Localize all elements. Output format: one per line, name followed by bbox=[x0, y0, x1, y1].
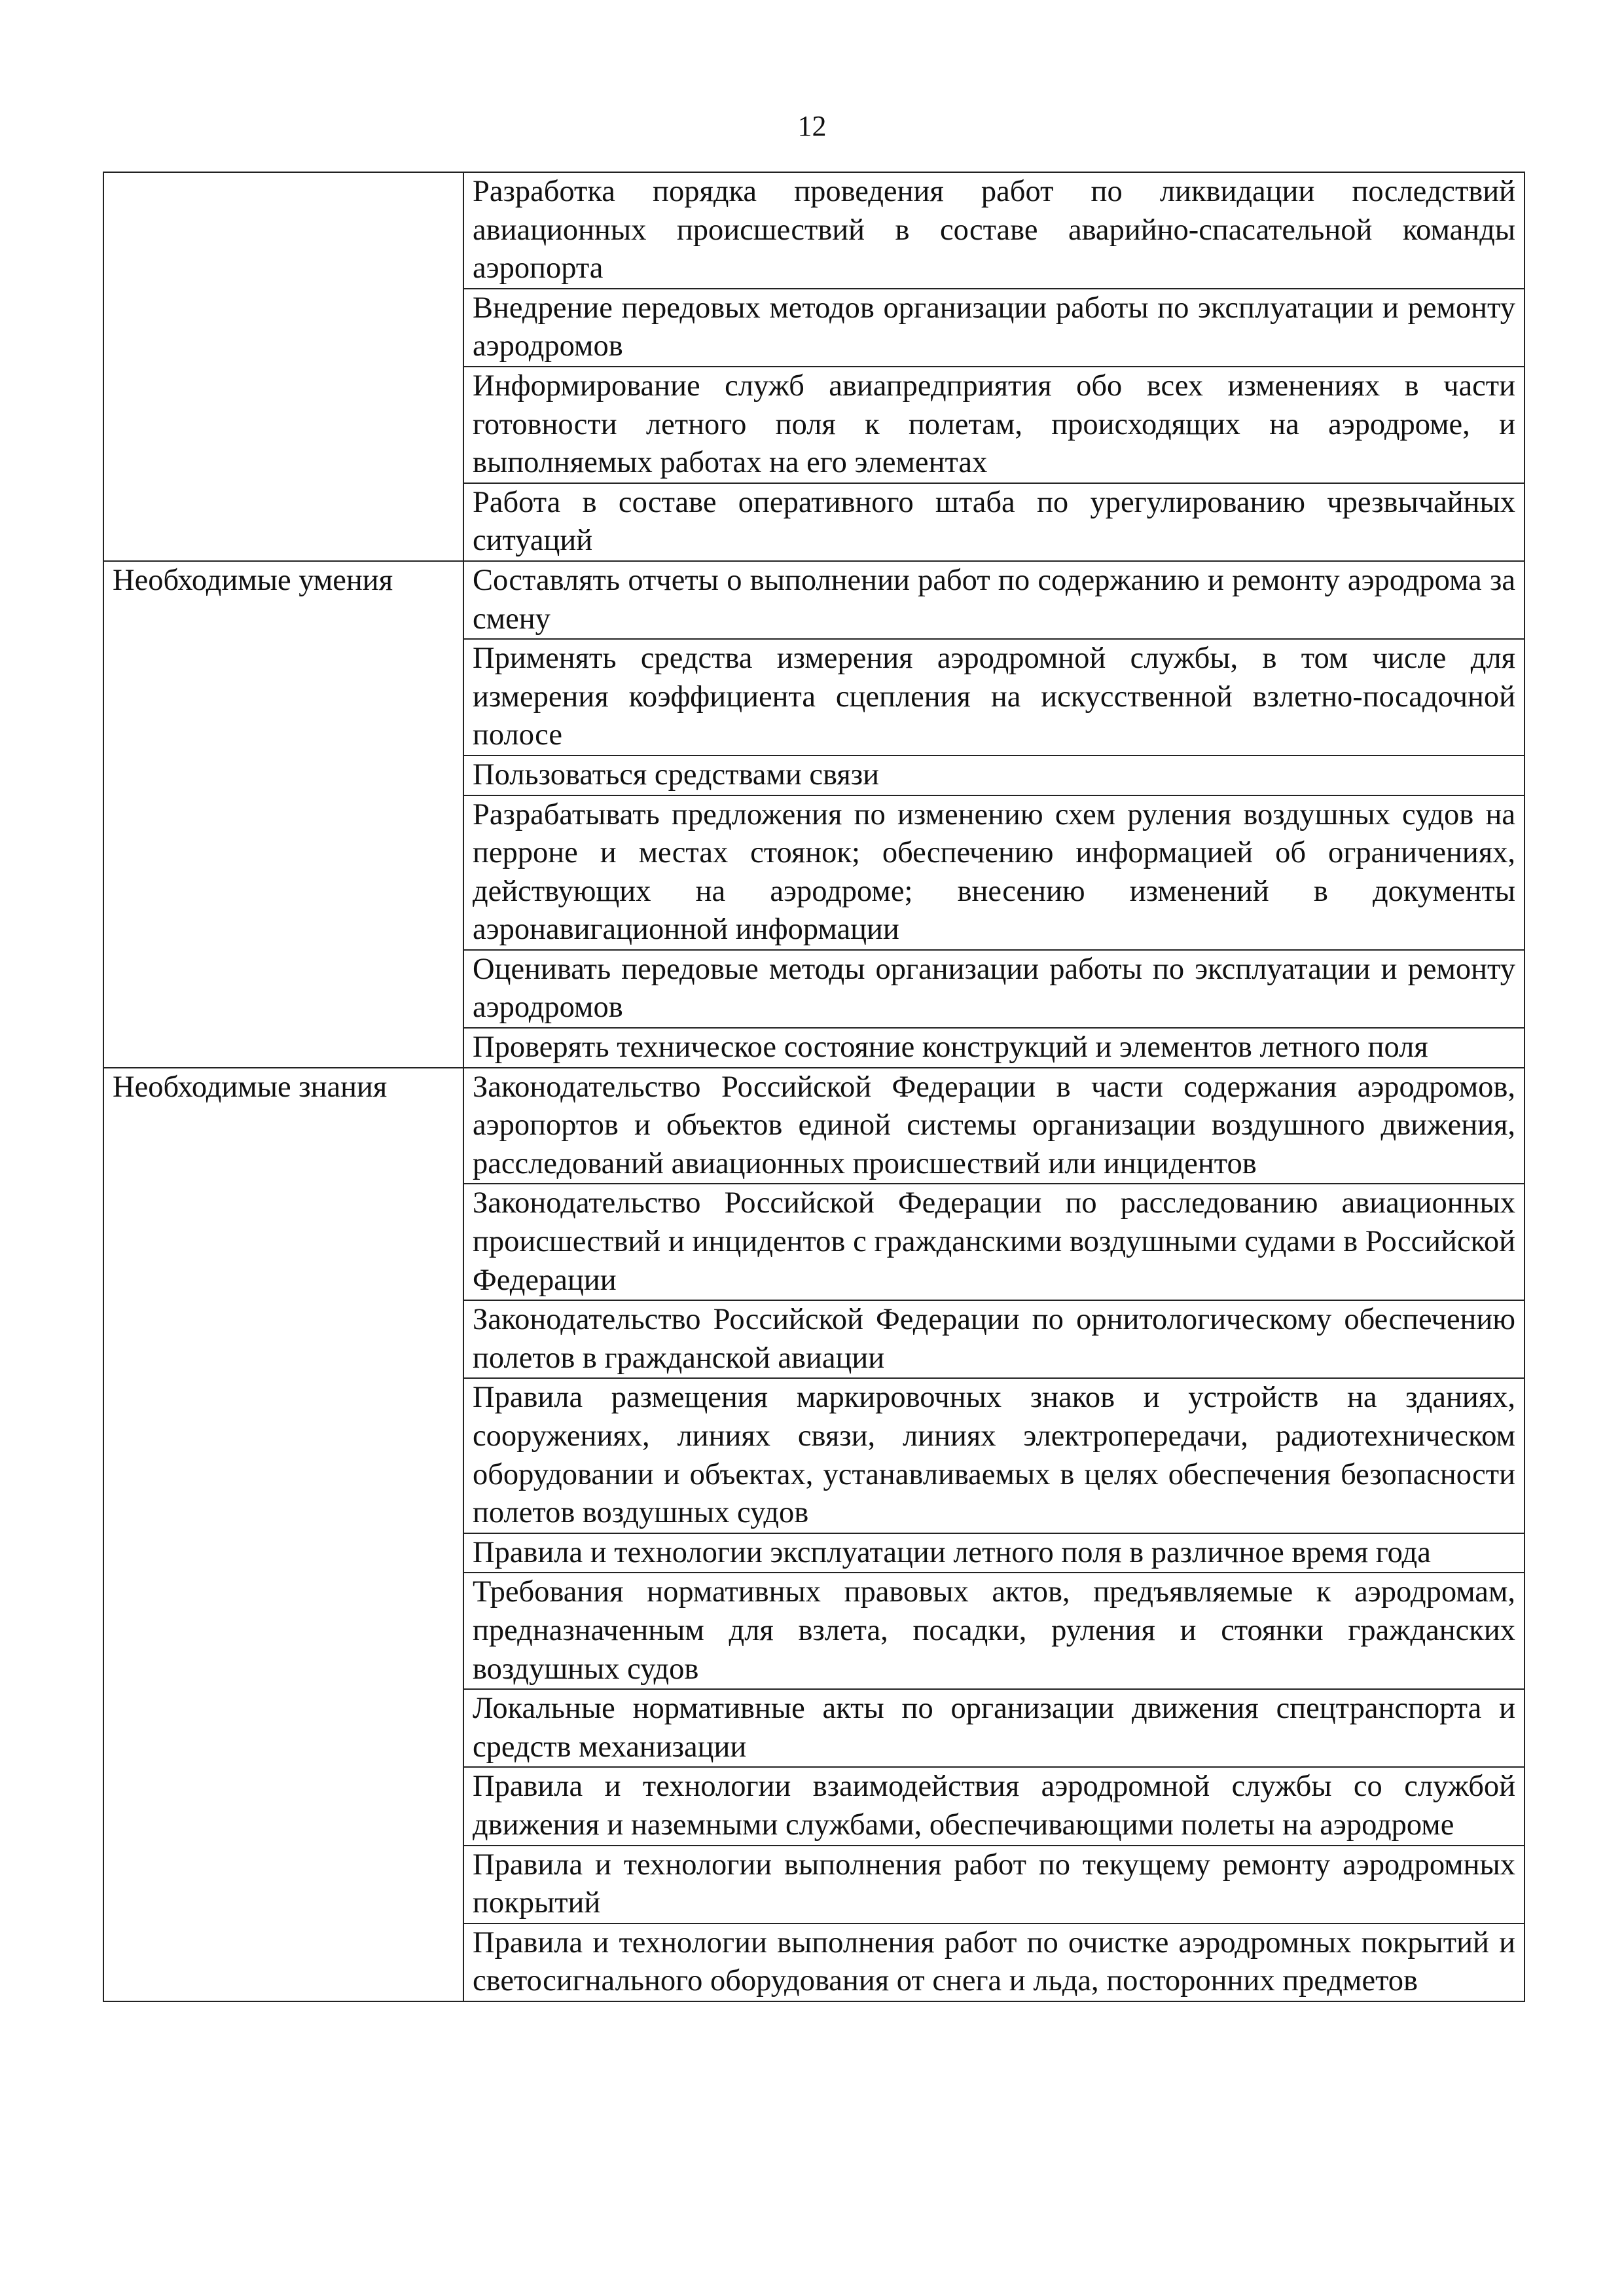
table-row bbox=[103, 1068, 1525, 1184]
table-cell-item: Оценивать передовые методы организации работы по эксплуатации и ремонту аэродромов bbox=[463, 950, 1525, 1028]
table-row bbox=[103, 172, 1525, 289]
table-cell-item: Разрабатывать предложения по изменению схем руления воздушных судов на перроне и местах стоянок; обеспечению информацией об ограничениях, действующих на аэродроме; внесению изменений в документы аэронавигационной информации bbox=[463, 795, 1525, 950]
table-row bbox=[103, 561, 1525, 639]
table-cell-item: Законодательство Российской Федерации по орнитологическому обеспечению полетов в гражданской авиации bbox=[463, 1300, 1525, 1378]
qualification-table bbox=[103, 172, 1525, 2002]
table-cell-item: Правила и технологии эксплуатации летного поля в различное время года bbox=[463, 1533, 1525, 1573]
table-cell-item: Законодательство Российской Федерации в части содержания аэродромов, аэропортов и объектов единой системы организации воздушного движения, расследований авиационных происшествий или инцидентов bbox=[463, 1068, 1525, 1184]
section-label-skills: Необходимые умения bbox=[103, 561, 463, 1068]
section-label-knowledge: Необходимые знания bbox=[103, 1068, 463, 2001]
table-cell-item: Пользоваться средствами связи bbox=[463, 756, 1525, 795]
table-cell-item: Составлять отчеты о выполнении работ по содержанию и ремонту аэродрома за смену bbox=[463, 561, 1525, 639]
table-cell-item: Правила и технологии выполнения работ по текущему ремонту аэродромных покрытий bbox=[463, 1846, 1525, 1923]
table-cell-item: Локальные нормативные акты по организации движения спецтранспорта и средств механизации bbox=[463, 1689, 1525, 1767]
section-label-empty bbox=[103, 172, 463, 561]
table-cell-item: Проверять техническое состояние конструкций и элементов летного поля bbox=[463, 1028, 1525, 1068]
table-cell-item: Разработка порядка проведения работ по ликвидации последствий авиационных происшествий в составе аварийно-спасательной команды аэропорта bbox=[463, 172, 1525, 289]
table-cell-item: Информирование служб авиапредприятия обо всех изменениях в части готовности летного поля к полетам, происходящих на аэродроме, и выполняемых работах на его элементах bbox=[463, 367, 1525, 483]
table-cell-item: Правила и технологии выполнения работ по очистке аэродромных покрытий и светосигнального оборудования от снега и льда, посторонних предметов bbox=[463, 1923, 1525, 2001]
table-cell-item: Работа в составе оперативного штаба по урегулированию чрезвычайных ситуаций bbox=[463, 483, 1525, 561]
table-cell-item: Применять средства измерения аэродромной службы, в том числе для измерения коэффициента сцепления на искусственной взлетно-посадочной полосе bbox=[463, 639, 1525, 756]
page-number: 12 bbox=[797, 110, 827, 142]
table-cell-item: Внедрение передовых методов организации работы по эксплуатации и ремонту аэродромов bbox=[463, 289, 1525, 367]
table-cell-item: Законодательство Российской Федерации по расследованию авиационных происшествий и инцидентов с гражданскими воздушными судами в Российской Федерации bbox=[463, 1184, 1525, 1300]
table-cell-item: Правила размещения маркировочных знаков и устройств на зданиях, сооружениях, линиях связи, линиях электропередачи, радиотехническом оборудовании и объектах, устанавливаемых в целях обеспечения безопасности полетов воздушных судов bbox=[463, 1378, 1525, 1533]
table-cell-item: Требования нормативных правовых актов, предъявляемые к аэродромам, предназначенным для взлета, посадки, руления и стоянки гражданских воздушных судов bbox=[463, 1573, 1525, 1689]
table-cell-item: Правила и технологии взаимодействия аэродромной службы со службой движения и наземными службами, обеспечивающими полеты на аэродроме bbox=[463, 1767, 1525, 1845]
